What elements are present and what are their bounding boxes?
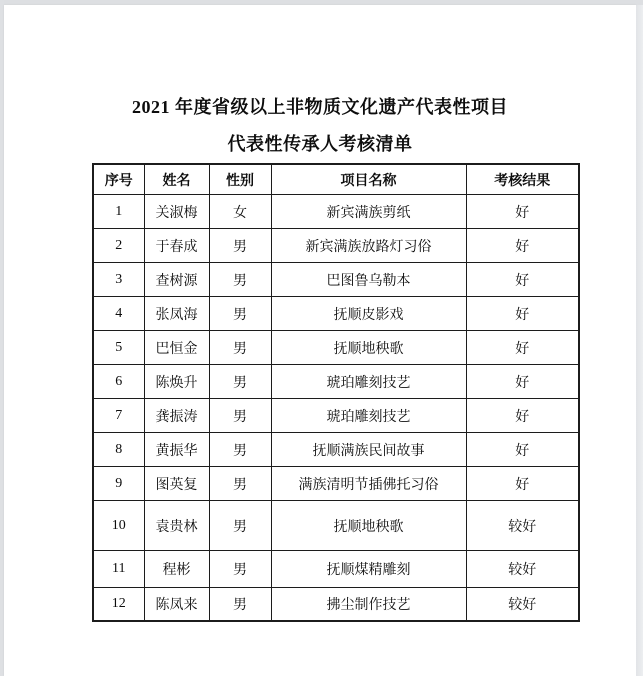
cell-result: 好 (466, 229, 579, 263)
cell-project: 抚顺地秧歌 (271, 501, 466, 551)
document-title (4, 89, 636, 163)
column-header-name: 姓名 (144, 164, 209, 195)
cell-no: 6 (93, 365, 144, 399)
cell-project: 抚顺煤精雕刻 (271, 551, 466, 588)
table-row (93, 365, 579, 399)
cell-result: 较好 (466, 551, 579, 588)
cell-gender: 男 (209, 297, 271, 331)
cell-no: 4 (93, 297, 144, 331)
cell-name: 巴恒金 (144, 331, 209, 365)
cell-gender: 男 (209, 331, 271, 365)
cell-project: 抚顺地秧歌 (271, 331, 466, 365)
cell-no: 7 (93, 399, 144, 433)
cell-name: 袁贵林 (144, 501, 209, 551)
cell-name: 张凤海 (144, 297, 209, 331)
table-row (93, 467, 579, 501)
table-row (93, 501, 579, 551)
page-edge-shadow (636, 5, 643, 676)
cell-result: 较好 (466, 588, 579, 622)
column-header-project: 项目名称 (271, 164, 466, 195)
cell-result: 好 (466, 297, 579, 331)
table-row (93, 229, 579, 263)
cell-gender: 男 (209, 365, 271, 399)
cell-gender: 男 (209, 433, 271, 467)
cell-no: 11 (93, 551, 144, 588)
table-row (93, 588, 579, 622)
cell-result: 好 (466, 433, 579, 467)
table-row (93, 195, 579, 229)
table-row (93, 263, 579, 297)
cell-no: 1 (93, 195, 144, 229)
cell-no: 10 (93, 501, 144, 551)
title-line-1: 2021 年度省级以上非物质文化遗产代表性项目 (132, 97, 508, 117)
cell-project: 抚顺满族民间故事 (271, 433, 466, 467)
column-header-gender: 性别 (209, 164, 271, 195)
cell-result: 较好 (466, 501, 579, 551)
cell-gender: 男 (209, 467, 271, 501)
cell-result: 好 (466, 467, 579, 501)
cell-no: 2 (93, 229, 144, 263)
cell-name: 关淑梅 (144, 195, 209, 229)
cell-gender: 男 (209, 588, 271, 622)
assessment-table (92, 163, 580, 622)
cell-project: 巴图鲁乌勒本 (271, 263, 466, 297)
cell-name: 程彬 (144, 551, 209, 588)
cell-project: 满族清明节插佛托习俗 (271, 467, 466, 501)
cell-no: 9 (93, 467, 144, 501)
table-header-row (93, 164, 579, 195)
table-row (93, 551, 579, 588)
cell-project: 拂尘制作技艺 (271, 588, 466, 622)
cell-name: 陈凤来 (144, 588, 209, 622)
column-header-no: 序号 (93, 164, 144, 195)
column-header-result: 考核结果 (466, 164, 579, 195)
cell-name: 龚振涛 (144, 399, 209, 433)
cell-result: 好 (466, 399, 579, 433)
cell-no: 5 (93, 331, 144, 365)
cell-name: 陈焕升 (144, 365, 209, 399)
table-row (93, 433, 579, 467)
cell-project: 琥珀雕刻技艺 (271, 365, 466, 399)
table-row (93, 399, 579, 433)
cell-result: 好 (466, 263, 579, 297)
cell-result: 好 (466, 365, 579, 399)
cell-no: 3 (93, 263, 144, 297)
cell-gender: 男 (209, 501, 271, 551)
cell-gender: 男 (209, 229, 271, 263)
table-row (93, 297, 579, 331)
cell-name: 于春成 (144, 229, 209, 263)
cell-project: 新宾满族剪纸 (271, 195, 466, 229)
cell-project: 抚顺皮影戏 (271, 297, 466, 331)
cell-result: 好 (466, 331, 579, 365)
cell-no: 12 (93, 588, 144, 622)
title-line-2: 代表性传承人考核清单 (227, 134, 413, 154)
document-page (4, 5, 636, 676)
cell-project: 琥珀雕刻技艺 (271, 399, 466, 433)
cell-name: 图英复 (144, 467, 209, 501)
cell-name: 查树源 (144, 263, 209, 297)
cell-name: 黄振华 (144, 433, 209, 467)
cell-gender: 男 (209, 399, 271, 433)
table-row (93, 331, 579, 365)
cell-result: 好 (466, 195, 579, 229)
cell-project: 新宾满族放路灯习俗 (271, 229, 466, 263)
cell-gender: 男 (209, 551, 271, 588)
cell-gender: 女 (209, 195, 271, 229)
cell-gender: 男 (209, 263, 271, 297)
cell-no: 8 (93, 433, 144, 467)
